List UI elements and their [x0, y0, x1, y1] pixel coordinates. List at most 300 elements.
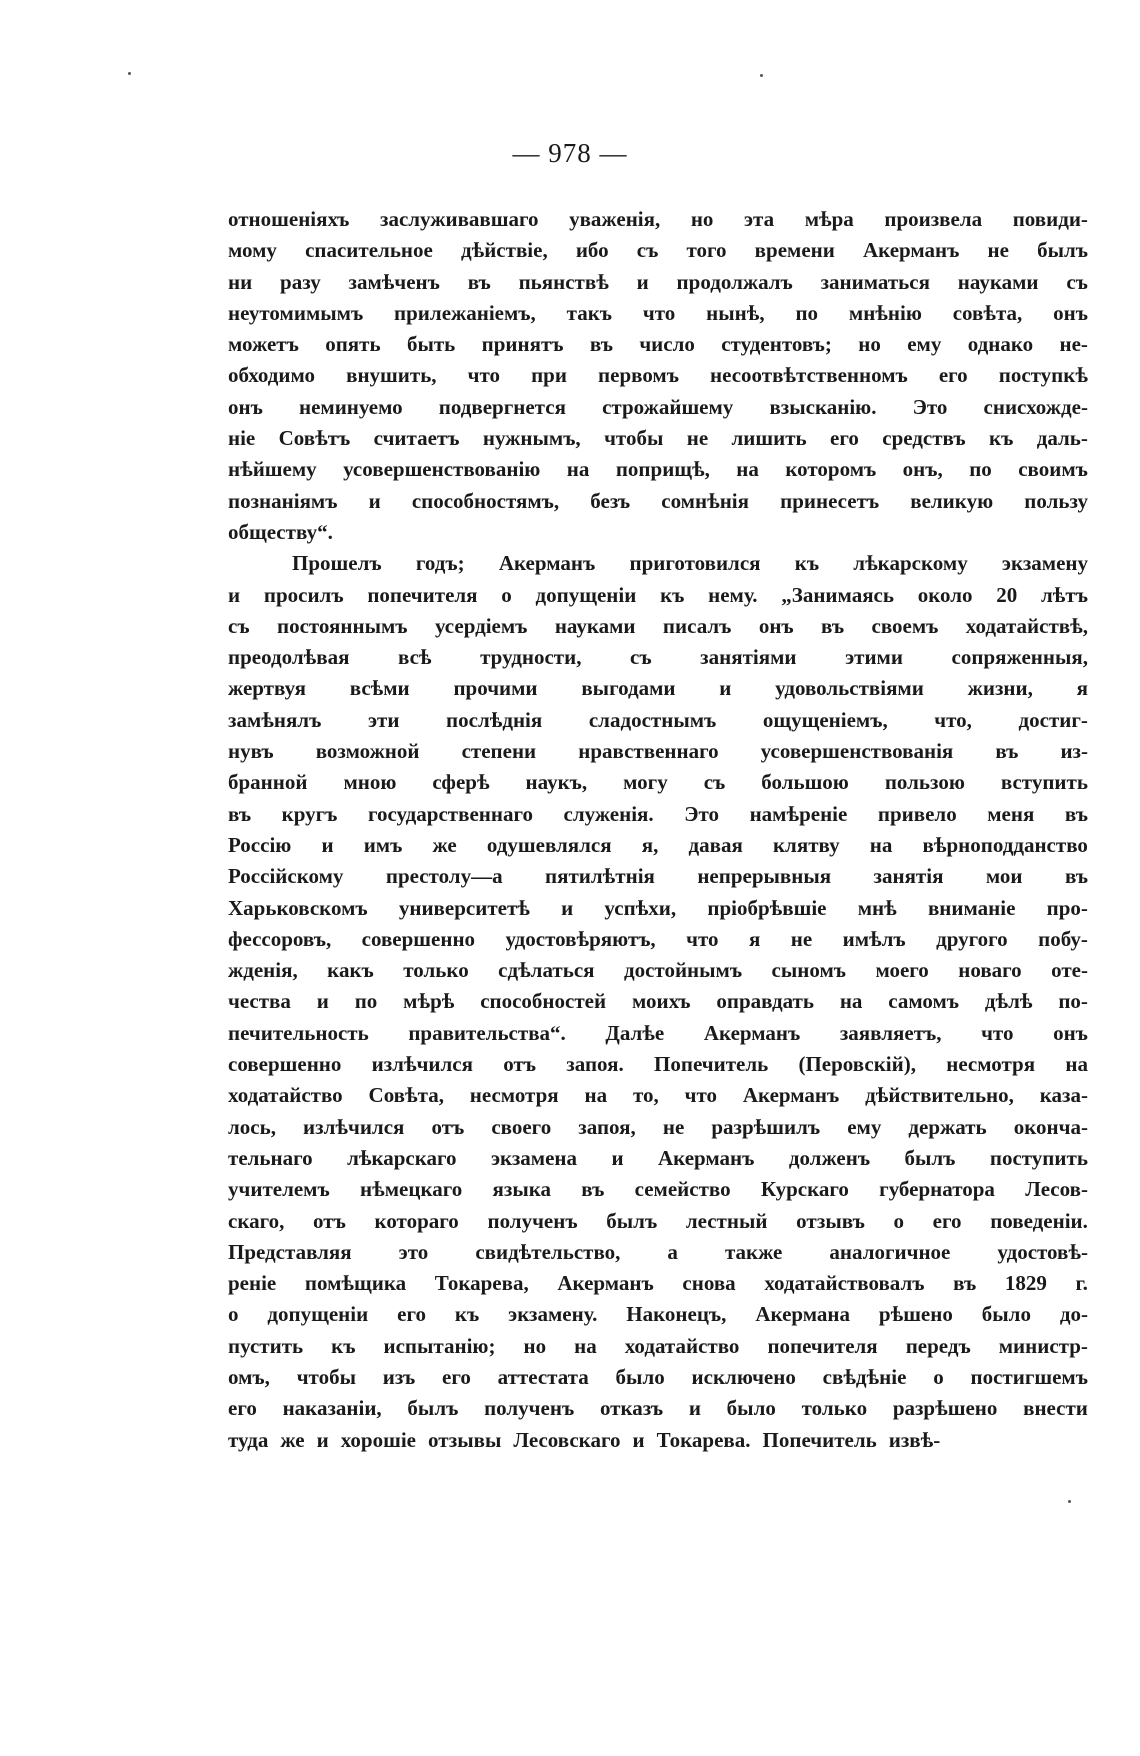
word: правительства“. — [408, 1020, 566, 1045]
word: жденія, — [228, 958, 298, 983]
word: полученъ — [487, 1208, 578, 1233]
word: нему. — [708, 582, 758, 607]
word: университетѣ — [398, 895, 530, 920]
text-line — [228, 799, 1088, 830]
word: былъ — [606, 1208, 658, 1233]
word: давая — [688, 832, 743, 857]
word: непрерывныя — [697, 864, 832, 889]
word: поступить — [989, 1145, 1088, 1170]
word: на — [736, 457, 759, 482]
word: выгодами — [581, 676, 676, 701]
word: на — [869, 832, 893, 857]
word: и — [632, 1427, 645, 1452]
word: Попечитель — [654, 1052, 769, 1077]
word: къ — [794, 551, 820, 576]
word: престолу—а — [385, 864, 503, 889]
word: а — [667, 1239, 678, 1264]
word: моего — [875, 958, 929, 983]
word: совершенно — [228, 1052, 342, 1077]
word: удостовѣ- — [997, 1239, 1088, 1264]
word: мѣра — [804, 207, 854, 231]
word: излѣчился — [303, 1114, 405, 1139]
word: не — [686, 426, 709, 451]
word: отъ — [313, 1208, 346, 1233]
word: подвергнется — [438, 394, 566, 419]
word: рѣшено — [878, 1302, 953, 1327]
word: писалъ — [662, 613, 732, 638]
word: (Перовскій), — [798, 1052, 916, 1077]
text-line — [228, 986, 1088, 1017]
word: науками — [554, 613, 636, 638]
word: достойнымъ — [623, 958, 743, 983]
word: могу — [623, 770, 668, 795]
word: запоя. — [566, 1052, 624, 1077]
word: сомнѣнія — [661, 488, 749, 513]
word: пьянствѣ — [518, 269, 609, 294]
word: съ — [630, 645, 652, 670]
word: обществу“. — [228, 519, 333, 544]
word: аттестата — [497, 1364, 589, 1389]
text-line — [228, 1268, 1088, 1299]
word: Совѣта, — [368, 1083, 444, 1108]
word: о — [501, 582, 512, 607]
word: на — [566, 457, 590, 482]
word: нравственнаго — [578, 739, 719, 764]
word: того — [686, 238, 727, 263]
word: и — [368, 488, 381, 513]
word: прилежаніемъ, — [394, 300, 536, 325]
word: сыномъ — [771, 958, 846, 983]
word: уваженія, — [569, 207, 661, 231]
word: не — [662, 1114, 685, 1139]
word: его — [830, 426, 859, 451]
text-line — [228, 1425, 1088, 1456]
word: великую — [910, 488, 994, 513]
word: онъ — [758, 613, 794, 638]
word: оте- — [1051, 958, 1088, 983]
word: хорошіе — [340, 1427, 416, 1452]
print-speck — [1068, 1500, 1071, 1503]
word: вѣрноподданство — [922, 832, 1088, 857]
word: принесетъ — [780, 488, 880, 513]
word: Акерманъ — [862, 238, 960, 263]
word: языка — [492, 1177, 552, 1202]
text-line — [228, 1143, 1088, 1174]
word: въ — [467, 269, 491, 294]
word: что — [467, 363, 501, 388]
word: моихъ — [631, 989, 691, 1014]
word: министр- — [998, 1333, 1088, 1358]
word: къ — [660, 582, 685, 607]
word: о — [933, 1364, 944, 1389]
word: сопряженныя, — [951, 645, 1088, 670]
word: свидѣтельство, — [475, 1239, 621, 1264]
word: побу- — [1038, 926, 1088, 951]
word: передъ — [905, 1333, 971, 1358]
word: не- — [1059, 332, 1088, 357]
word: на — [574, 1333, 597, 1358]
word: по- — [1058, 989, 1088, 1014]
word: тельнаго — [228, 1145, 313, 1170]
word: Харьковскомъ — [228, 895, 368, 920]
word: дѣлѣ — [984, 989, 1033, 1014]
word: его — [932, 1208, 962, 1233]
word: экзамена — [490, 1145, 578, 1170]
word: поприщѣ, — [615, 457, 710, 482]
word: и — [688, 1396, 701, 1421]
paragraph — [228, 548, 1088, 1456]
word: замѣченъ — [348, 269, 440, 294]
word: самомъ — [888, 989, 960, 1014]
word: Наконецъ, — [626, 1302, 727, 1327]
word: туда — [228, 1427, 269, 1452]
text-line — [228, 517, 1088, 548]
word: заслуживавшаго — [380, 207, 539, 231]
word: дѣйствіе, — [460, 238, 548, 263]
word: лѣтъ — [1041, 582, 1088, 607]
word: губернатора — [879, 1177, 995, 1202]
word: степени — [461, 739, 537, 764]
word: строжайшему — [602, 394, 734, 419]
word: постояннымъ — [276, 613, 408, 638]
word: что, — [934, 707, 972, 732]
text-line — [228, 548, 1088, 579]
word: отъ — [503, 1052, 537, 1077]
word: каза- — [1039, 1083, 1088, 1108]
word: Акермана — [755, 1302, 851, 1327]
text-line — [228, 1362, 1088, 1393]
word: Акерманъ — [657, 1145, 755, 1170]
word: и — [611, 1145, 624, 1170]
word: прочими — [453, 676, 538, 701]
word: которомъ — [785, 457, 877, 482]
word: исключено — [691, 1364, 796, 1389]
word: из- — [1060, 739, 1088, 764]
word: запоя, — [578, 1114, 636, 1139]
word: Токарева. — [656, 1427, 751, 1452]
word: несоотвѣтственномъ — [710, 363, 908, 388]
word: лишить — [731, 426, 807, 451]
word: и — [316, 1427, 329, 1452]
word: государственнаго — [367, 801, 533, 826]
word: трудности, — [480, 645, 582, 670]
word: усовершенствованію — [343, 457, 541, 482]
word: успѣхи, — [604, 895, 677, 920]
word: совѣта, — [952, 300, 1023, 325]
word: Совѣтъ — [278, 426, 351, 451]
word: внести — [1023, 1396, 1088, 1421]
word: мнѣнію — [848, 300, 922, 325]
word: полученъ — [484, 1396, 575, 1421]
text-line — [228, 360, 1088, 391]
word: студентовъ; — [721, 332, 832, 357]
word: можетъ — [228, 332, 299, 357]
word: лестный — [685, 1208, 768, 1233]
word: былъ — [1037, 238, 1088, 263]
word: про- — [1046, 895, 1088, 920]
word: сферѣ — [432, 770, 490, 795]
word: свѣдѣніе — [822, 1364, 907, 1389]
word: 20 — [996, 582, 1018, 607]
text-line — [228, 861, 1088, 892]
word: и — [719, 676, 732, 701]
word: но — [690, 207, 714, 231]
word: изъ — [382, 1364, 416, 1389]
word: и — [321, 832, 334, 857]
word: Россійскому — [228, 864, 344, 889]
word: же — [432, 832, 457, 857]
word: нынѣ, — [706, 300, 765, 325]
word: вниманіе — [927, 895, 1016, 920]
word: жизни, — [967, 676, 1033, 701]
word: мною — [343, 770, 397, 795]
word: жертвуя — [228, 676, 306, 701]
text-line — [228, 611, 1088, 642]
paragraph — [228, 204, 1088, 548]
word: его — [938, 363, 968, 388]
word: на — [1065, 1052, 1088, 1077]
word: въ — [1064, 801, 1088, 826]
word: было — [615, 1364, 665, 1389]
word: и — [316, 989, 329, 1014]
word: долженъ — [788, 1145, 871, 1170]
word: но — [858, 332, 881, 357]
word: семейство — [634, 1177, 731, 1202]
word: пустить — [228, 1333, 304, 1358]
word: разрѣшилъ — [711, 1114, 821, 1139]
word: обходимо — [228, 363, 316, 388]
word: совершенно — [361, 926, 476, 951]
word: я, — [641, 832, 659, 857]
word: первомъ — [598, 363, 679, 388]
word: этими — [845, 645, 903, 670]
word: нувъ — [228, 739, 274, 764]
word: попечителя — [367, 582, 478, 607]
word: приготовился — [629, 551, 761, 576]
text-line — [228, 830, 1088, 861]
text-line — [228, 580, 1088, 611]
word: меня — [987, 801, 1035, 826]
word: поступкѣ — [998, 363, 1088, 388]
word: мѣрѣ — [403, 989, 455, 1014]
word: только — [801, 1396, 868, 1421]
text-line — [228, 392, 1088, 423]
text-line — [228, 423, 1088, 454]
word: о — [893, 1208, 904, 1233]
word: помѣщика — [304, 1271, 407, 1296]
print-speck — [128, 72, 131, 75]
word: въ — [589, 332, 613, 357]
word: преодолѣвая — [228, 645, 350, 670]
word: имѣлъ — [842, 926, 906, 951]
word: всѣми — [349, 676, 410, 701]
word: и — [561, 895, 574, 920]
word: одушевлялся — [486, 832, 612, 857]
word: въ — [995, 739, 1019, 764]
word: съ — [228, 613, 250, 638]
word: до- — [1059, 1302, 1088, 1327]
word: мои — [985, 864, 1023, 889]
word: дѣйствительно, — [865, 1083, 1014, 1108]
word: чтобы — [296, 1364, 356, 1389]
word: число — [639, 332, 695, 357]
word: взысканію. — [769, 394, 877, 419]
word: но — [523, 1333, 547, 1358]
word: не — [790, 926, 813, 951]
word: усердіемъ — [434, 613, 528, 638]
word: продолжалъ — [676, 269, 793, 294]
text-line — [228, 767, 1088, 798]
word: произвела — [884, 207, 983, 231]
word: съ — [1066, 269, 1088, 294]
word: способностямъ, — [411, 488, 560, 513]
text-line — [228, 298, 1088, 329]
word: оконча- — [1013, 1114, 1088, 1139]
word: клятву — [772, 832, 840, 857]
word: спасительное — [305, 238, 433, 263]
word: повиди- — [1012, 207, 1088, 231]
word: нужнымъ, — [482, 426, 581, 451]
word: къ — [454, 1302, 480, 1327]
word: Лесов- — [1025, 1177, 1088, 1202]
word: допущеніи — [535, 582, 637, 607]
word: допущеніи — [267, 1302, 369, 1327]
text-line — [228, 454, 1088, 485]
word: пользою — [884, 770, 965, 795]
word: даль- — [1036, 426, 1088, 451]
word: отзывы — [428, 1427, 502, 1452]
word: на — [839, 989, 863, 1014]
word: своего — [491, 1114, 552, 1139]
word: ніе — [228, 426, 256, 451]
word: что — [684, 1083, 717, 1108]
word: Лесовскаго — [513, 1427, 621, 1452]
word: сдѣлаться — [498, 958, 595, 983]
word: Это — [912, 394, 948, 419]
word: пріобрѣвшіе — [707, 895, 827, 920]
word: несмотря — [469, 1083, 559, 1108]
word: такъ — [566, 300, 613, 325]
word: неминуемо — [298, 394, 403, 419]
word: нѣмецкаго — [360, 1177, 463, 1202]
word: бранной — [228, 770, 308, 795]
word: Представляя — [228, 1239, 352, 1264]
word: занятіями — [700, 645, 797, 670]
word: въ — [581, 1177, 605, 1202]
text-line — [228, 1237, 1088, 1268]
word: пятилѣтнія — [545, 864, 655, 889]
word: всѣ — [398, 645, 432, 670]
word: скаго, — [228, 1208, 285, 1233]
word: мнѣ — [857, 895, 897, 920]
word: большою — [761, 770, 849, 795]
word: около — [917, 582, 973, 607]
word: 1829 — [1004, 1271, 1047, 1296]
word: науками — [957, 269, 1039, 294]
word: однако — [967, 332, 1034, 357]
text-line — [228, 705, 1088, 736]
text-line — [228, 673, 1088, 704]
word: онъ, — [902, 457, 943, 482]
word: другого — [936, 926, 1008, 951]
word: печительность — [228, 1020, 369, 1045]
word: экзамену — [1001, 551, 1088, 576]
word: неутомимымъ — [228, 300, 364, 325]
word: былъ — [904, 1145, 956, 1170]
word: въ — [953, 1271, 977, 1296]
word: было — [726, 1396, 776, 1421]
word: отзывъ — [796, 1208, 865, 1233]
word: Токарева, — [434, 1271, 529, 1296]
word: своимъ — [1018, 457, 1088, 482]
word: также — [724, 1239, 783, 1264]
word: возможной — [315, 739, 420, 764]
word: съ — [703, 770, 726, 795]
word: къ — [331, 1333, 356, 1358]
word: опять — [325, 332, 381, 357]
word: что — [686, 926, 719, 951]
word: въ — [1064, 864, 1088, 889]
word: г. — [1075, 1271, 1088, 1296]
print-speck — [760, 74, 763, 77]
word: учителемъ — [228, 1177, 330, 1202]
word: нѣйшему — [228, 457, 317, 482]
word: времени — [754, 238, 835, 263]
text-line — [228, 736, 1088, 767]
text-line — [228, 1112, 1088, 1143]
word: несмотря — [946, 1052, 1036, 1077]
word: заниматься — [820, 269, 930, 294]
word: къ — [989, 426, 1014, 451]
word: реніе — [228, 1271, 277, 1296]
word: Акерманъ — [557, 1271, 654, 1296]
word: мому — [228, 238, 277, 263]
word: лѣкарскаго — [347, 1145, 457, 1170]
word: излѣчился — [371, 1052, 473, 1077]
word: годъ; — [415, 551, 465, 576]
word: ибо — [575, 238, 609, 263]
word: заявляетъ, — [839, 1020, 942, 1045]
word: сладостнымъ — [588, 707, 717, 732]
word: и — [636, 269, 649, 294]
body-text — [228, 204, 1088, 1456]
word: имъ — [363, 832, 403, 857]
word: пользу — [1024, 488, 1088, 513]
word: было — [981, 1302, 1031, 1327]
word: отказъ — [599, 1396, 664, 1421]
word: въ — [821, 613, 845, 638]
word: эти — [367, 707, 400, 732]
word: познаніямъ — [228, 488, 338, 513]
word: безъ — [590, 488, 631, 513]
word: служенія. — [563, 801, 654, 826]
word: чтобы — [604, 426, 664, 451]
word: на — [584, 1083, 608, 1108]
word: аналогичное — [829, 1239, 951, 1264]
word: эта — [743, 207, 775, 231]
word: попечителя — [767, 1333, 878, 1358]
word: его — [397, 1302, 426, 1327]
word: что — [642, 300, 676, 325]
word: вступить — [1000, 770, 1088, 795]
word: былъ — [407, 1396, 459, 1421]
word: средствъ — [882, 426, 966, 451]
word: усовершенствованія — [760, 739, 954, 764]
word: внушить, — [346, 363, 437, 388]
word: я — [1076, 676, 1088, 701]
text-line — [228, 1299, 1088, 1330]
word: удостовѣряютъ, — [505, 926, 656, 951]
